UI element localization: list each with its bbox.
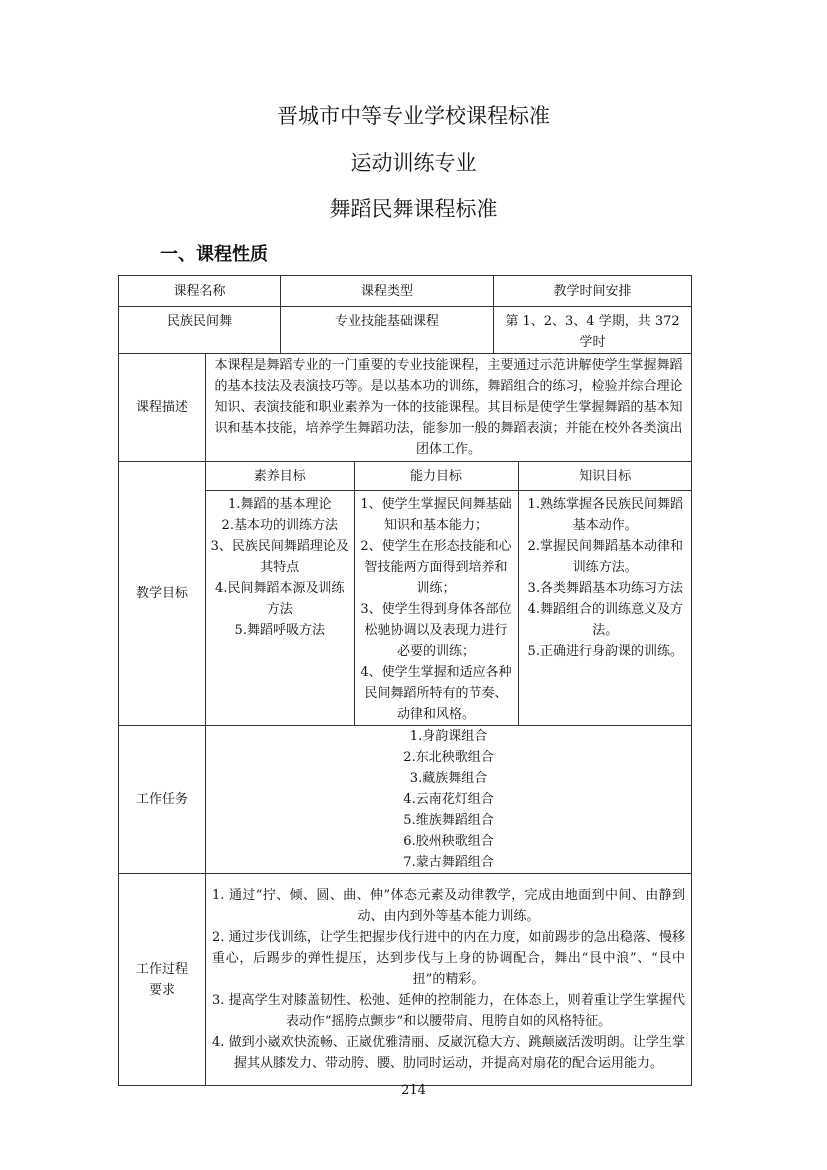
knowledge-goal-item: 2.掌握民间舞蹈基本动律和训练方法。 bbox=[527, 539, 683, 575]
knowledge-goals bbox=[518, 491, 692, 726]
process-item: 3. 提高学生对膝盖韧性、松弛、延伸的控制能力，在体态上，则着重让学生掌握代表动作“摇胯点颤步”和以腰带肩、甩胯自如的风格特征。 bbox=[212, 993, 686, 1029]
goals-cell bbox=[206, 462, 692, 726]
course-title: 舞蹈民舞课程标准 bbox=[329, 197, 498, 221]
process-label-line2: 要求 bbox=[148, 982, 175, 998]
header-course-name: 课程名称 bbox=[119, 276, 281, 307]
page-number: 214 bbox=[401, 1083, 426, 1098]
process-row bbox=[119, 874, 692, 1086]
header-row bbox=[119, 276, 692, 307]
course-type-value: 专业技能基础课程 bbox=[281, 307, 494, 354]
header-schedule: 教学时间安排 bbox=[494, 276, 692, 307]
task-item: 6.胶州秧歌组合 bbox=[403, 834, 494, 849]
course-standard-table bbox=[118, 275, 692, 1086]
task-item: 2.东北秧歌组合 bbox=[403, 750, 494, 765]
tasks-row bbox=[119, 726, 692, 874]
goal-header-knowledge: 知识目标 bbox=[518, 462, 692, 491]
ability-goal-item: 1、使学生掌握民间舞基础知识和基本能力； bbox=[360, 497, 512, 533]
goals-table bbox=[206, 462, 692, 725]
description-label: 课程描述 bbox=[119, 354, 206, 462]
process-list bbox=[206, 874, 692, 1086]
task-item: 7.蒙古舞蹈组合 bbox=[403, 855, 494, 870]
goals-row bbox=[119, 462, 692, 726]
ability-goal-item: 2、使学生在形态技能和心智技能两方面得到培养和训练； bbox=[360, 539, 512, 596]
description-row bbox=[119, 354, 692, 462]
goal-header-literacy: 素养目标 bbox=[206, 462, 354, 491]
ability-goals bbox=[354, 491, 518, 726]
literacy-goals bbox=[206, 491, 354, 726]
tasks-label: 工作任务 bbox=[119, 726, 206, 874]
process-item: 1. 通过“拧、倾、圆、曲、伸”体态元素及动律教学，完成由地面到中间、由静到动、由内到外等基本能力训练。 bbox=[212, 888, 686, 924]
literacy-goal-item: 3、民族民间舞蹈理论及其特点 bbox=[210, 539, 349, 575]
goals-header-row bbox=[206, 462, 692, 491]
process-item: 4. 做到小崴欢快流畅、正崴优雅清丽、反崴沉稳大方、跳颠崴活泼明朗。让学生掌握其从膝发力、带动胯、腰、肋同时运动，并提高对扇花的配合运用能力。 bbox=[212, 1035, 686, 1071]
description-text: 本课程是舞蹈专业的一门重要的专业技能课程，主要通过示范讲解使学生掌握舞蹈的基本技法及表演技巧等。是以基本功的训练，舞蹈组合的练习，检验并综合理论知识、表演技能和职业素养为一体的技能课程。其目标是使学生掌握舞蹈的基本知识和基本技能，培养学生舞蹈功法，能参加一般的舞蹈表演；并能在校外各类演出团体工作。 bbox=[206, 354, 692, 462]
knowledge-goal-item: 4.舞蹈组合的训练意义及方法。 bbox=[527, 602, 683, 638]
info-row bbox=[119, 307, 692, 354]
title-block bbox=[0, 104, 827, 221]
task-item: 5.维族舞蹈组合 bbox=[403, 813, 494, 828]
process-label-line1: 工作过程 bbox=[135, 961, 188, 977]
knowledge-goal-item: 3.各类舞蹈基本功练习方法 bbox=[527, 581, 683, 596]
task-item: 3.藏族舞组合 bbox=[409, 771, 488, 786]
header-course-type: 课程类型 bbox=[281, 276, 494, 307]
literacy-goal-item: 2.基本功的训练方法 bbox=[221, 518, 338, 533]
major-title: 运动训练专业 bbox=[350, 151, 477, 175]
goals-content-row bbox=[206, 491, 692, 726]
knowledge-goal-item: 1.熟练掌握各民族民间舞蹈基本动作。 bbox=[527, 497, 683, 533]
goals-label: 教学目标 bbox=[119, 462, 206, 726]
knowledge-goal-item: 5.正确进行身韵课的训练。 bbox=[527, 644, 683, 659]
ability-goal-item: 3、使学生得到身体各部位松驰协调以及表现力进行必要的训练； bbox=[360, 602, 512, 659]
process-item: 2. 通过步伐训练，让学生把握步伐行进中的内在力度，如前踢步的急出稳落、慢移重心，后踢步的弹性提压，达到步伐与上身的协调配合，舞出“艮中浪”、“艮中扭”的精彩。 bbox=[212, 930, 686, 987]
school-title: 晋城市中等专业学校课程标准 bbox=[277, 104, 550, 128]
literacy-goal-item: 1.舞蹈的基本理论 bbox=[228, 497, 332, 512]
section-heading: 一、课程性质 bbox=[160, 244, 268, 265]
tasks-list bbox=[206, 726, 692, 874]
task-item: 4.云南花灯组合 bbox=[403, 792, 494, 807]
literacy-goal-item: 4.民间舞蹈本源及训练方法 bbox=[215, 581, 345, 617]
process-label bbox=[119, 874, 206, 1086]
ability-goal-item: 4、使学生掌握和适应各种民间舞蹈所特有的节奏、动律和风格。 bbox=[360, 665, 512, 722]
task-item: 1.身韵课组合 bbox=[409, 729, 488, 744]
course-name-value: 民族民间舞 bbox=[119, 307, 281, 354]
schedule-value: 第 1、2、3、4 学期，共 372 学时 bbox=[494, 307, 692, 354]
goal-header-ability: 能力目标 bbox=[354, 462, 518, 491]
literacy-goal-item: 5.舞蹈呼吸方法 bbox=[234, 623, 325, 638]
